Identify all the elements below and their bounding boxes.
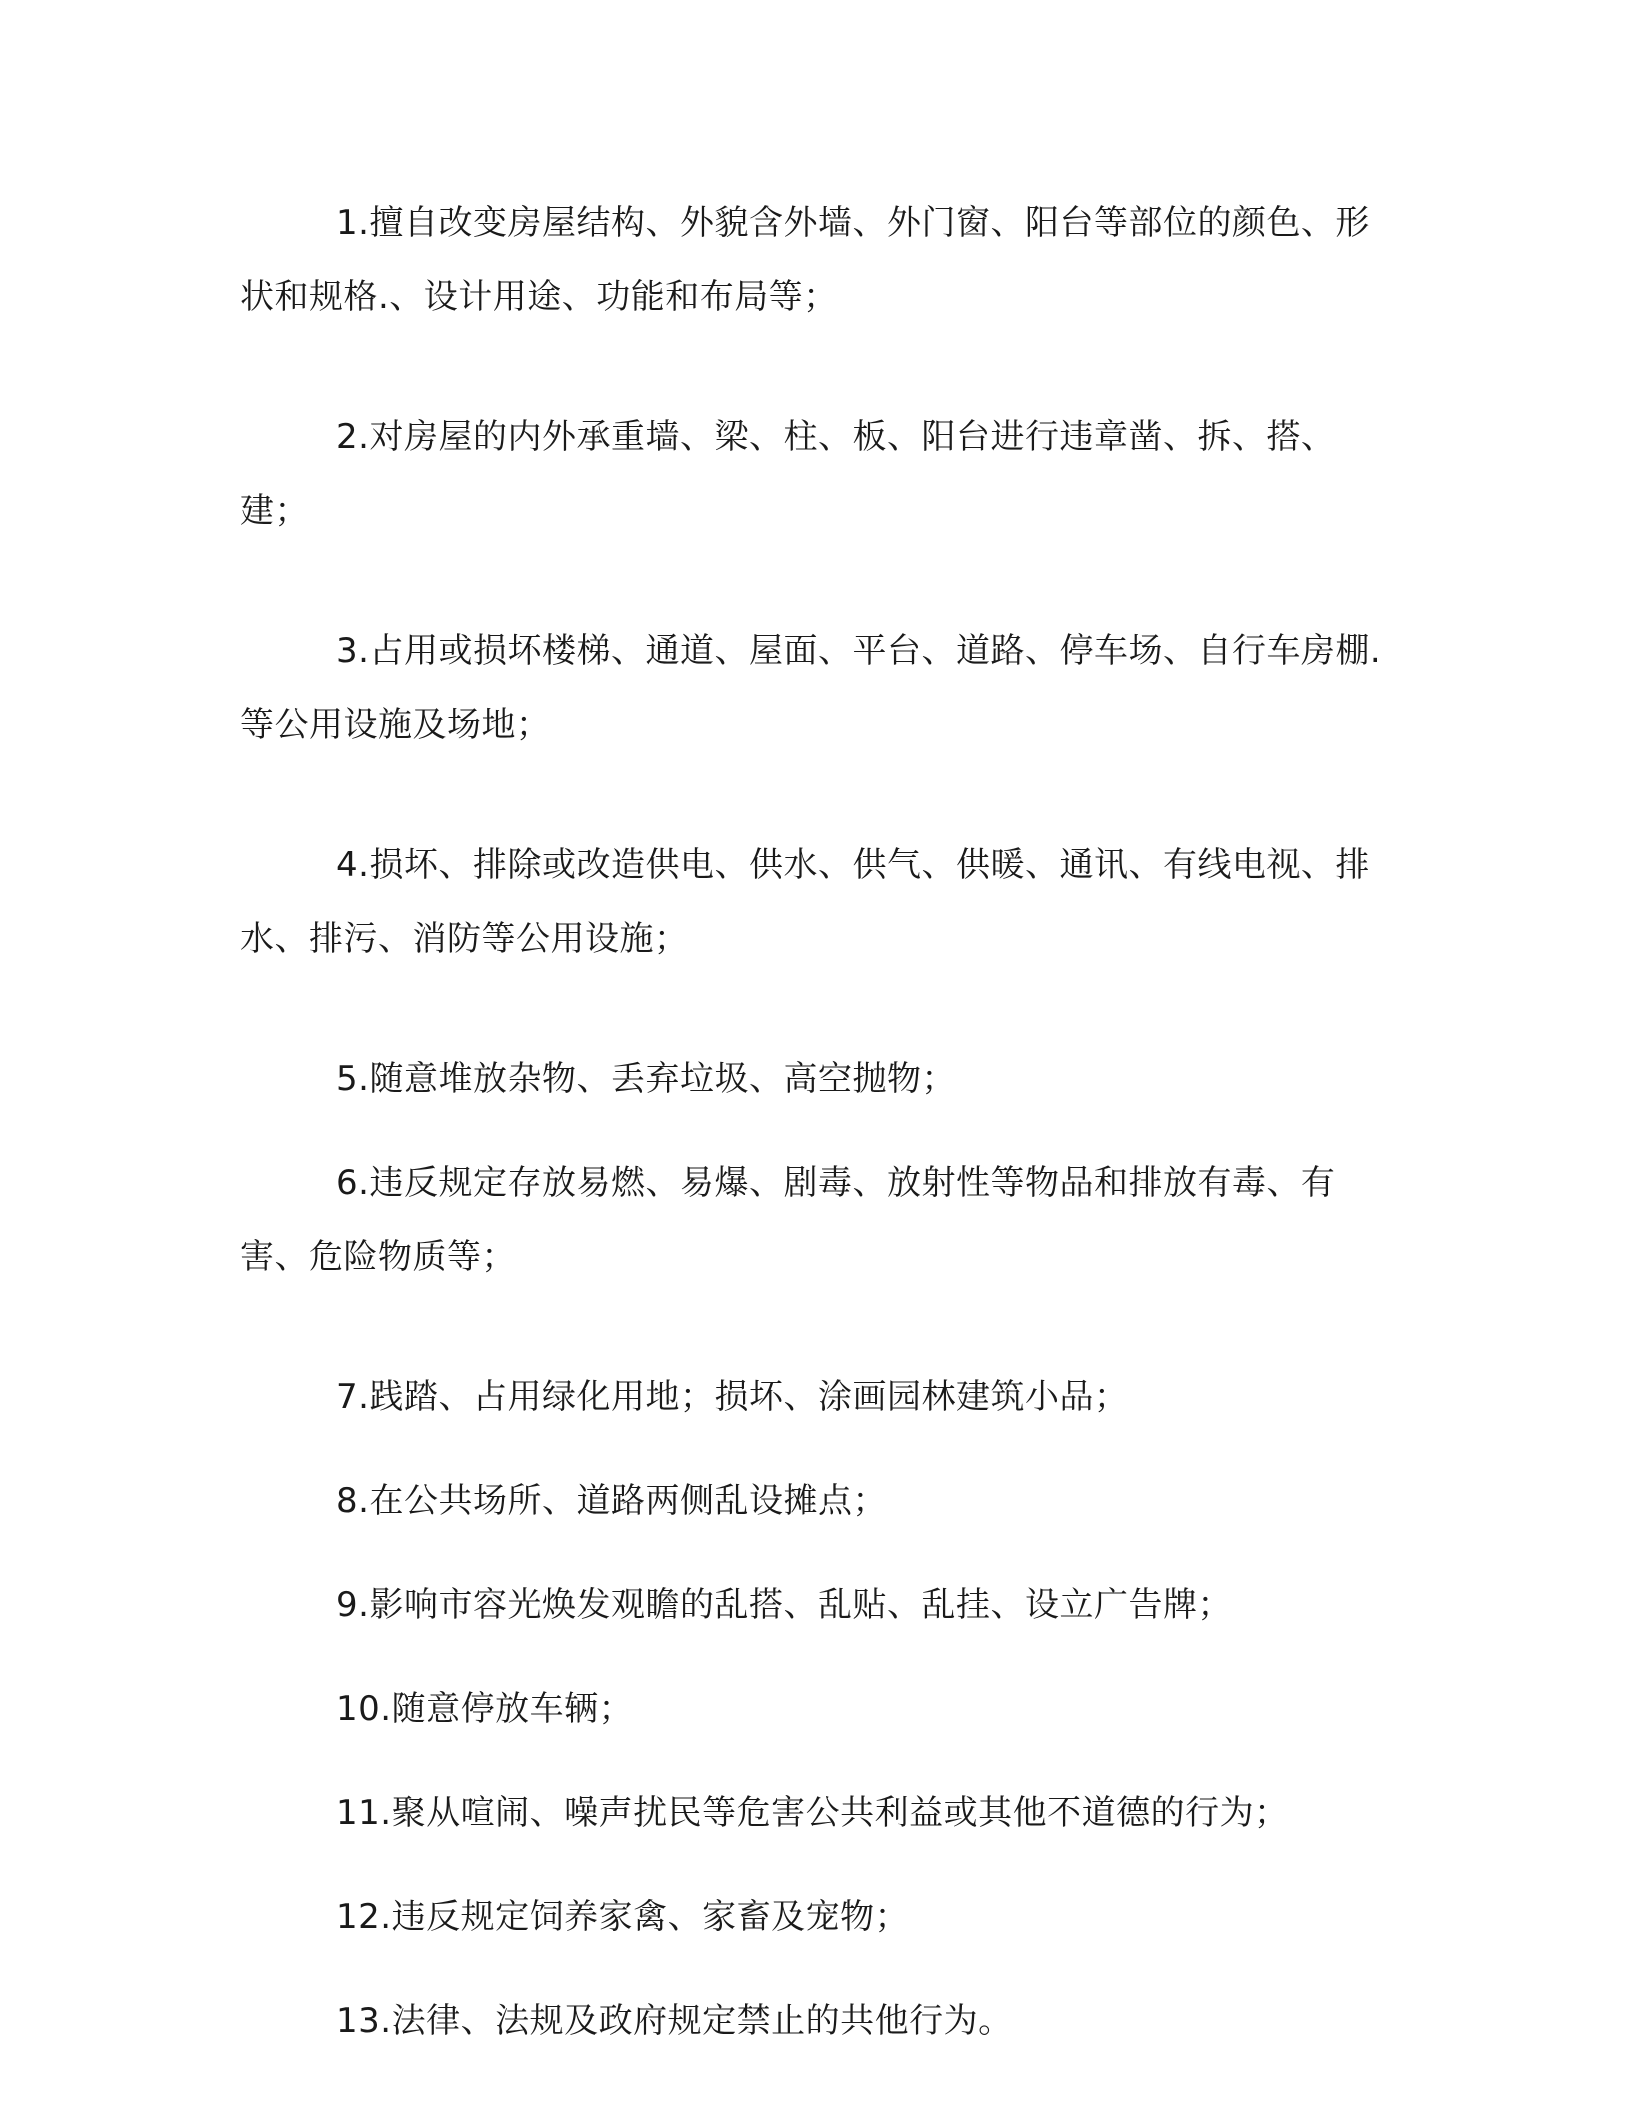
list-item-2: 2.对房屋的内外承重墙、梁、柱、板、阳台进行违章凿、拆、搭、建； (240, 417, 1336, 531)
document-page (240, 186, 1400, 2088)
list-item-6: 6.违反规定存放易燃、易爆、剧毒、放射性等物品和排放有毒、有害、危险物质等； (240, 1163, 1336, 1277)
list-item-4: 4.损坏、排除或改造供电、供水、供气、供暖、通讯、有线电视、排水、排污、消防等公用设施； (240, 845, 1370, 959)
list-item-7: 7.践踏、占用绿化用地；损坏、涂画园林建筑小品； (336, 1377, 1129, 1417)
list-item-9: 9.影响市容光焕发观瞻的乱搭、乱贴、乱挂、设立广告牌； (336, 1585, 1232, 1625)
list-item-8: 8.在公共场所、道路两侧乱设摊点； (336, 1481, 887, 1521)
list-item-13: 13.法律、法规及政府规定禁止的共他行为。 (336, 2001, 1013, 2041)
list-item-3: 3.占用或损坏楼梯、通道、屋面、平台、道路、停车场、自行车房棚.等公用设施及场地； (240, 631, 1382, 745)
list-item-1: 1.擅自改变房屋结构、外貌含外墙、外门窗、阳台等部位的颜色、形状和规格.、设计用途、功能和布局等； (240, 203, 1370, 317)
list-item-10: 10.随意停放车辆； (336, 1689, 634, 1729)
list-item-5: 5.随意堆放杂物、丢弃垃圾、高空抛物； (336, 1059, 956, 1099)
list-item-11: 11.聚从喧闹、噪声扰民等危害公共利益或其他不道德的行为； (336, 1793, 1289, 1833)
list-item-12: 12.违反规定饲养家禽、家畜及宠物； (336, 1897, 910, 1937)
